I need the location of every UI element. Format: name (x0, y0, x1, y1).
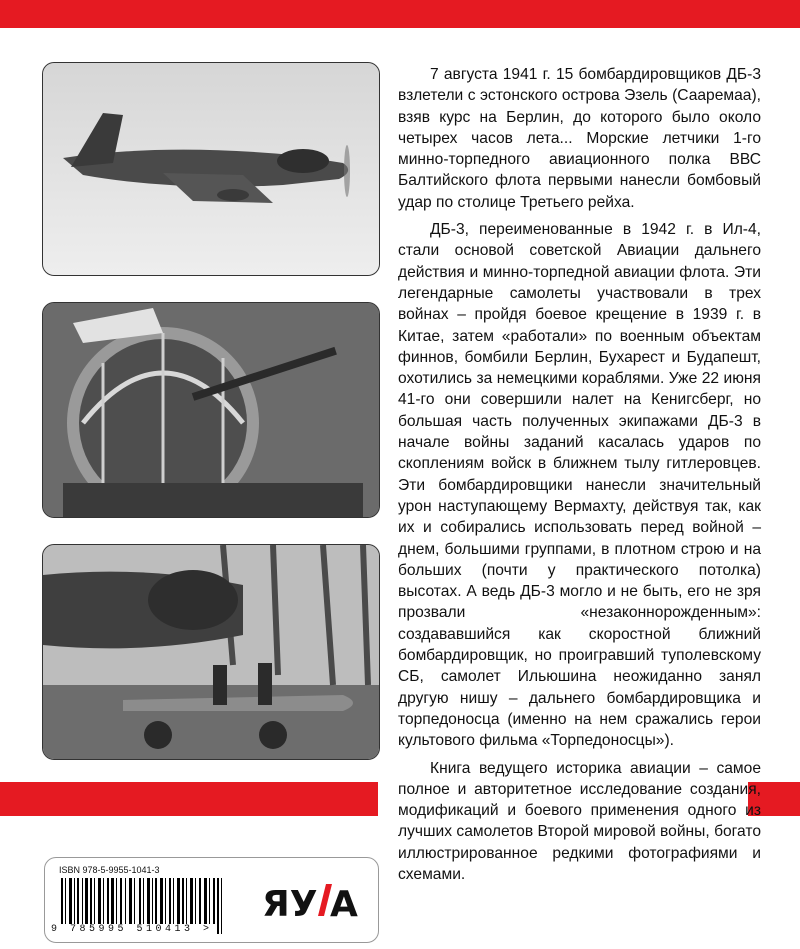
annotation-text (398, 64, 761, 891)
red-band-left (0, 782, 378, 816)
isbn-label: ISBN 978-5-9955-1041-3 (59, 865, 160, 875)
barcode-digits: 9 785995 510413 > (51, 924, 213, 935)
svg-text:А: А (330, 884, 358, 925)
paragraph-book: Книга ведущего историка авиации – самое полное и авторитетное исследование создания, модификаций и боевого применения одного из лучших самолетов Второй мировой войны, богато иллюстрированное редкими фотографиями и схемами. (398, 759, 761, 883)
top-red-band (0, 0, 800, 28)
photo-bomber-in-flight (42, 62, 380, 276)
barcode-panel (44, 857, 379, 943)
photo-nose-gunner-turret (42, 302, 380, 518)
publisher-logo-yauza (260, 876, 360, 926)
paragraph-intro: 7 августа 1941 г. 15 бомбардировщиков ДБ-3 взлетели с эстонского острова Эзель (Сааремаа), взяв курс на Берлин, до которого было около четырех часов лета... Морские летчики 1-го минно-торпедного авиационного полка ВВС Балтийского флота первыми нанесли бомбовый удар по столице Третьего рейха. (398, 66, 761, 211)
svg-text:ЯУ: ЯУ (262, 884, 318, 925)
paragraph-history: ДБ-3, переименованные в 1942 г. в Ил-4, стали основой советской Авиации дальнего действия и минно-торпедной авиации флота. Эти легендарные самолеты участвовали в трех войнах – пройдя боевое крещение в 1939 г. в Китае, затем «работали» по военным объектам финнов, бомбили Берлин, Бухарест и Будапешт, охотились за немецкими кораблями. Уже 22 июня 41-го они совершили налет на Кенигсберг, но большая часть полученных экипажами ДБ-3 в начале войны заданий касалась ударов по скоплениям войск в ближнем тылу гитлеровцев. Эти бомбардировщики нанесли значительный урон наступающему Вермахту, действуя так, как их и собирались использовать перед войной – днем, большими группами, в плотном строю и на больших (почти у практического потолка) высотах. А ведь ДБ-3 могло и не быть, его не зря прозвали «незаконнорожденным»: создававшийся как скоростной ближний бомбардировщик, но проигравший туполевскому СБ, самолет Ильюшина неожиданно занял другую нишу – дальнего бомбардировщика и торпедоносца (именно на нем сражались герои культового фильма «Торпедоносцы»). (398, 221, 761, 750)
photo-torpedo-loading (42, 544, 380, 760)
